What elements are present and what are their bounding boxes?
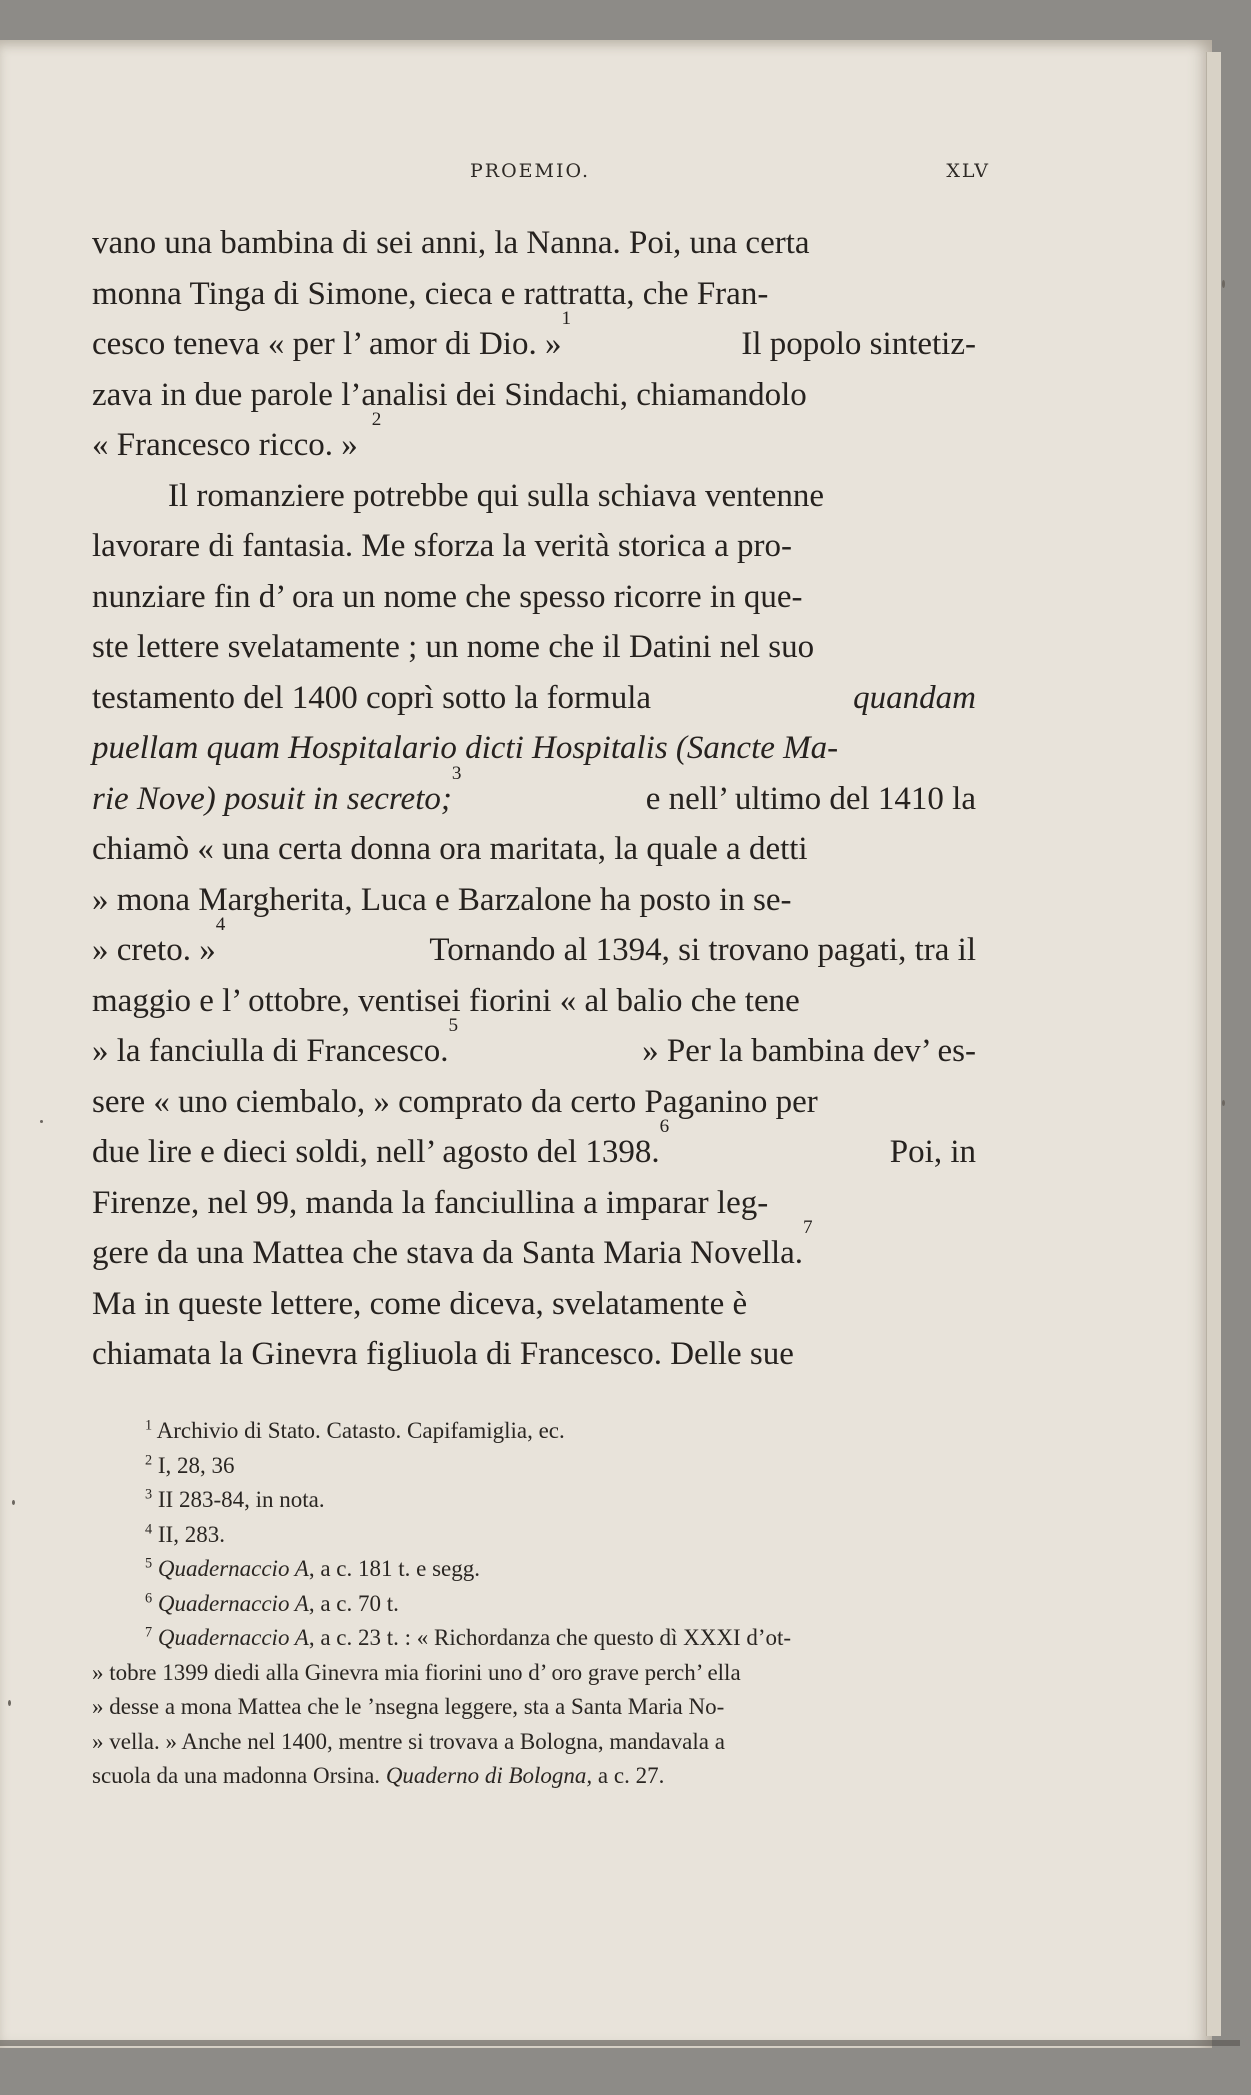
text-line: » creto. » 4 Tornando al 1394, si trovano pagati, tra il <box>92 925 976 976</box>
text-line: Firenze, nel 99, manda la fanciullina a imparar leg- <box>92 1184 769 1221</box>
footnote-4: $^4$ II, 283. <box>145 1520 225 1547</box>
page-bottom-shadow <box>0 2040 1240 2046</box>
paper-speck <box>12 1500 15 1505</box>
footnotes <box>92 1414 976 1794</box>
text-line: due lire e dieci soldi, nell’ agosto del 1398. 6 Poi, in <box>92 1127 976 1178</box>
footnote-1: $^1$ Archivio di Stato. Catasto. Capifamiglia, ec. <box>145 1417 565 1443</box>
footnote-ref: 2 <box>371 409 382 430</box>
text-line: rie Nove) posuit in secreto; 3 e nell’ ultimo del 1410 la <box>92 774 976 825</box>
text-line: lavorare di fantasia. Me sforza la verità storica a pro- <box>92 528 792 564</box>
text-line: Il romanziere potrebbe qui sulla schiava ventenne <box>168 477 825 514</box>
text-line: ste lettere svelatamente ; un nome che il Datini nel suo <box>92 629 815 665</box>
paper-speck <box>1222 1100 1225 1106</box>
page-header <box>470 160 990 190</box>
footnote-7: $^7$ Quadernaccio A, a c. 23 t. : « Richordanza che questo dì XXXI d’ot- <box>145 1624 792 1650</box>
text-line: monna Tinga di Simone, cieca e rattratta, che Fran- <box>92 275 769 312</box>
footnote-7-cont: » desse a mona Mattea che le ’nsegna leggere, sta a Santa Maria No- <box>92 1694 725 1719</box>
running-title: PROEMIO. <box>470 160 590 182</box>
text-line: cesco teneva « per l’ amor di Dio. » 1 Il popolo sintetiz- <box>92 319 976 370</box>
footnote-ref: 3 <box>451 762 462 784</box>
footnote-ref: 4 <box>215 914 226 935</box>
footnote-7-cont: » tobre 1399 diedi alla Ginevra mia fiorini uno d’ oro grave perch’ ella <box>92 1659 741 1685</box>
page-number: XLV <box>946 160 990 182</box>
text-line: gere da una Mattea che stava da Santa Maria Novella. 7 <box>92 1228 976 1279</box>
body-text <box>92 218 976 1380</box>
page-edge <box>1206 52 1221 2036</box>
text-line: Ma in queste lettere, come diceva, svelatamente è <box>92 1285 748 1322</box>
text-line: puellam quam Hospitalario dicti Hospitalis (Sancte Ma- <box>92 730 839 766</box>
paper-speck <box>8 1700 11 1706</box>
text-line: maggio e l’ ottobre, ventisei fiorini « al balio che tene <box>92 982 800 1019</box>
text-line: testamento del 1400 coprì sotto la formula quandam <box>92 679 976 716</box>
paper-speck <box>40 1120 43 1123</box>
footnote-6: $^6$ Quadernaccio A, a c. 70 t. <box>145 1589 399 1616</box>
footnote-ref: 1 <box>561 308 572 329</box>
footnote-ref: 6 <box>659 1116 670 1137</box>
text-line: nunziare fin d’ ora un nome che spesso ricorre in que- <box>92 578 803 615</box>
footnote-5: $^5$ Quadernaccio A, a c. 181 t. e segg. <box>145 1555 481 1581</box>
footnote-7-cont: » vella. » Anche nel 1400, mentre si trovava a Bologna, mandavala a <box>92 1728 725 1754</box>
text-line: « Francesco ricco. » 2 <box>92 420 976 471</box>
text-line: zava in due parole l’analisi dei Sindachi, chiamandolo <box>92 376 807 413</box>
footnote-ref: 7 <box>803 1217 813 1238</box>
footnote-7-cont: scuola da una madonna Orsina. Quaderno di Bologna, a c. 27. <box>92 1763 665 1788</box>
footnote-3: $^3$ II 283-84, in nota. <box>145 1486 325 1512</box>
paper-speck <box>1222 280 1225 288</box>
text-line: chiamata la Ginevra figliuola di Francesco. Delle sue <box>92 1336 794 1372</box>
footnote-2: $^2$ I, 28, 36 <box>145 1451 235 1478</box>
text-line: vano una bambina di sei anni, la Nanna. Poi, una certa <box>92 225 810 261</box>
text-line: » la fanciulla di Francesco. 5 » Per la bambina dev’ es- <box>92 1026 976 1077</box>
text-line: sere « uno ciembalo, » comprato da certo Paganino per <box>92 1083 818 1120</box>
text-line: » mona Margherita, Luca e Barzalone ha posto in se- <box>92 881 792 918</box>
text-line: chiamò « una certa donna ora maritata, la quale a detti <box>92 831 808 867</box>
footnote-ref: 5 <box>448 1015 459 1036</box>
